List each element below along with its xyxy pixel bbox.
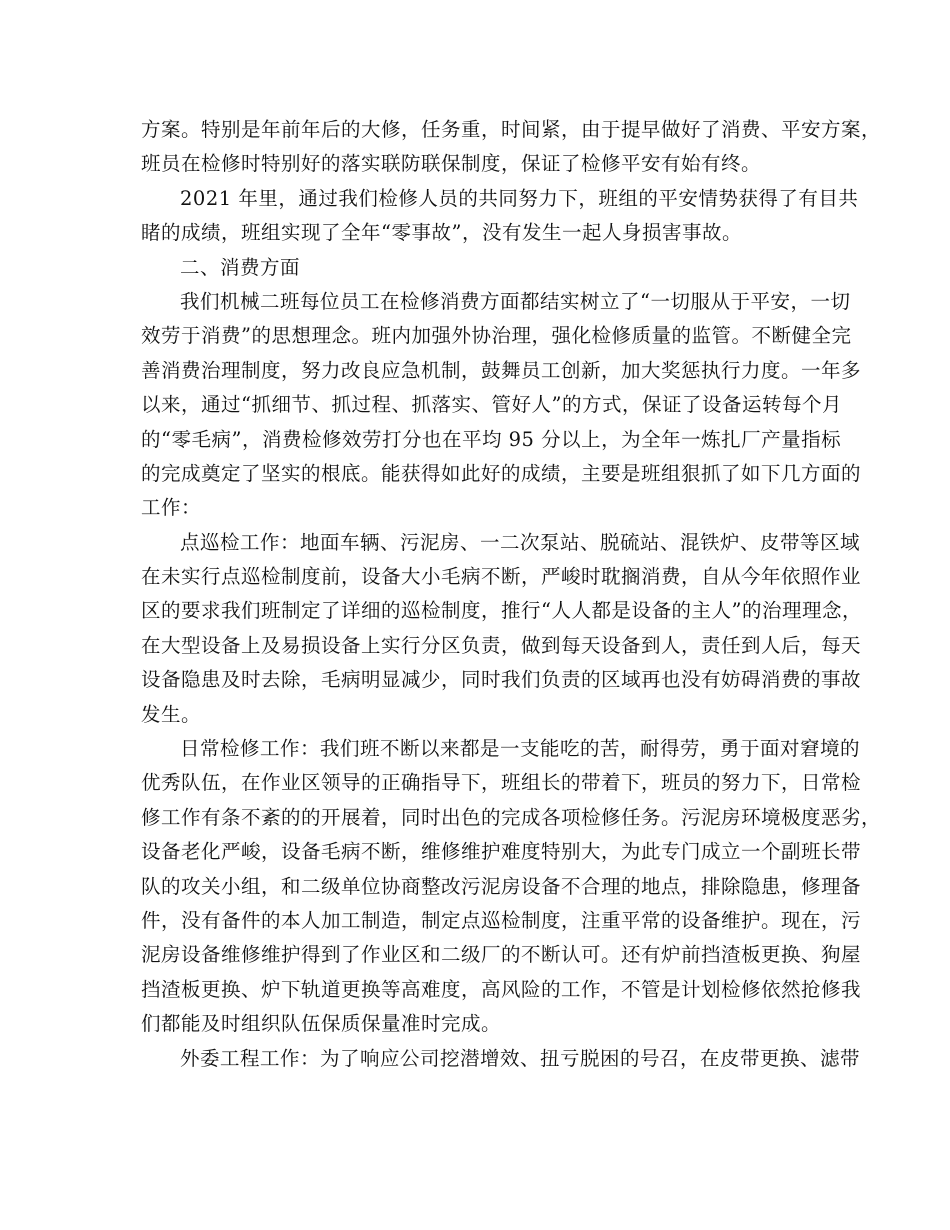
text-line: 班员在检修时特别好的落实联防联保制度，保证了检修平安有始有终。 (141, 152, 762, 176)
text-line: 发生。 (141, 702, 202, 726)
paragraph (141, 732, 882, 1042)
text-line: 挡渣板更换、炉下轨道更换等高难度，高风险的工作，不管是计划检修依然抢修我 (141, 977, 862, 1001)
text-line: 队的攻关小组，和二级单位协商整改污泥房设备不合理的地点，排除隐患，修理备 (141, 874, 862, 898)
text-line: 泥房设备维修维护得到了作业区和二级厂的不断认可。还有炉前挡渣板更换、狗屋 (141, 943, 862, 967)
paragraph (141, 1042, 861, 1076)
text-line: 善消费治理制度，努力改良应急机制，鼓舞员工创新，加大奖惩执行力度。一年多 (141, 358, 862, 382)
text-line: 睹的成绩，班组实现了全年“零事故”，没有发生一起人身损害事故。 (141, 221, 742, 245)
text-line: 设备隐患及时去除，毛病明显减少，同时我们负责的区域再也没有妨碍消费的事故 (141, 668, 862, 692)
text-line: 设备老化严峻，设备毛病不断，维修维护难度特别大，为此专门成立一个副班长带 (141, 840, 862, 864)
text-line: 效劳于消费”的思想理念。班内加强外协治理，强化检修质量的监管。不断健全完 (141, 324, 852, 348)
text-line: 工作： (141, 496, 202, 520)
text-line: 的“零毛病”，消费检修效劳打分也在平均 95 分以上，为全年一炼扎厂产量指标 (141, 427, 842, 451)
paragraph (141, 251, 831, 285)
text-line: 方案。特别是年前年后的大修，任务重，时间紧，由于提早做好了消费、平安方案， (141, 118, 882, 141)
paragraph (141, 113, 882, 182)
text-line: 二、消费方面 (180, 255, 301, 279)
text-line: 日常检修工作：我们班不断以来都是一支能吃的苦，耐得劳，勇于面对窘境的 (180, 737, 861, 761)
text-line: 外委工程工作：为了响应公司挖潜增效、扭亏脱困的号召，在皮带更换、滤带 (180, 1046, 861, 1070)
text-line: 我们机械二班每位员工在检修消费方面都结实树立了“一切服从于平安，一切 (180, 289, 851, 313)
text-line: 在未实行点巡检制度前，设备大小毛病不断，严峻时耽搁消费，自从今年依照作业 (141, 565, 862, 589)
text-line: 以来，通过“抓细节、抓过程、抓落实、管好人”的方式，保证了设备运转每个月 (141, 393, 842, 417)
text-line: 在大型设备上及易损设备上实行分区负责，做到每天设备到人，责任到人后，每天 (141, 633, 862, 657)
text-line: 件，没有备件的本人加工制造，制定点巡检制度，注重平常的设备维护。现在，污 (141, 908, 862, 932)
text-line: 区的要求我们班制定了详细的巡检制度，推行“人人都是设备的主人”的治理理念， (141, 599, 862, 623)
paragraph (141, 526, 862, 732)
text-line: 2021 年里，通过我们检修人员的共同努力下，班组的平安情势获得了有目共 (180, 186, 859, 210)
paragraph (141, 285, 862, 526)
paragraph (141, 182, 859, 251)
document-body (141, 113, 882, 1076)
text-line: 优秀队伍，在作业区领导的正确指导下，班组长的带着下，班员的努力下，日常检 (141, 771, 862, 795)
text-line: 们都能及时组织队伍保质保量准时完成。 (141, 1012, 502, 1036)
text-line: 点巡检工作：地面车辆、污泥房、一二次泵站、脱硫站、混铁炉、皮带等区域 (180, 530, 861, 554)
text-line: 的完成奠定了坚实的根底。能获得如此好的成绩，主要是班组狠抓了如下几方面的 (141, 461, 862, 485)
text-line: 修工作有条不紊的的开展着，同时出色的完成各项检修任务。污泥房环境极度恶劣， (141, 805, 882, 829)
